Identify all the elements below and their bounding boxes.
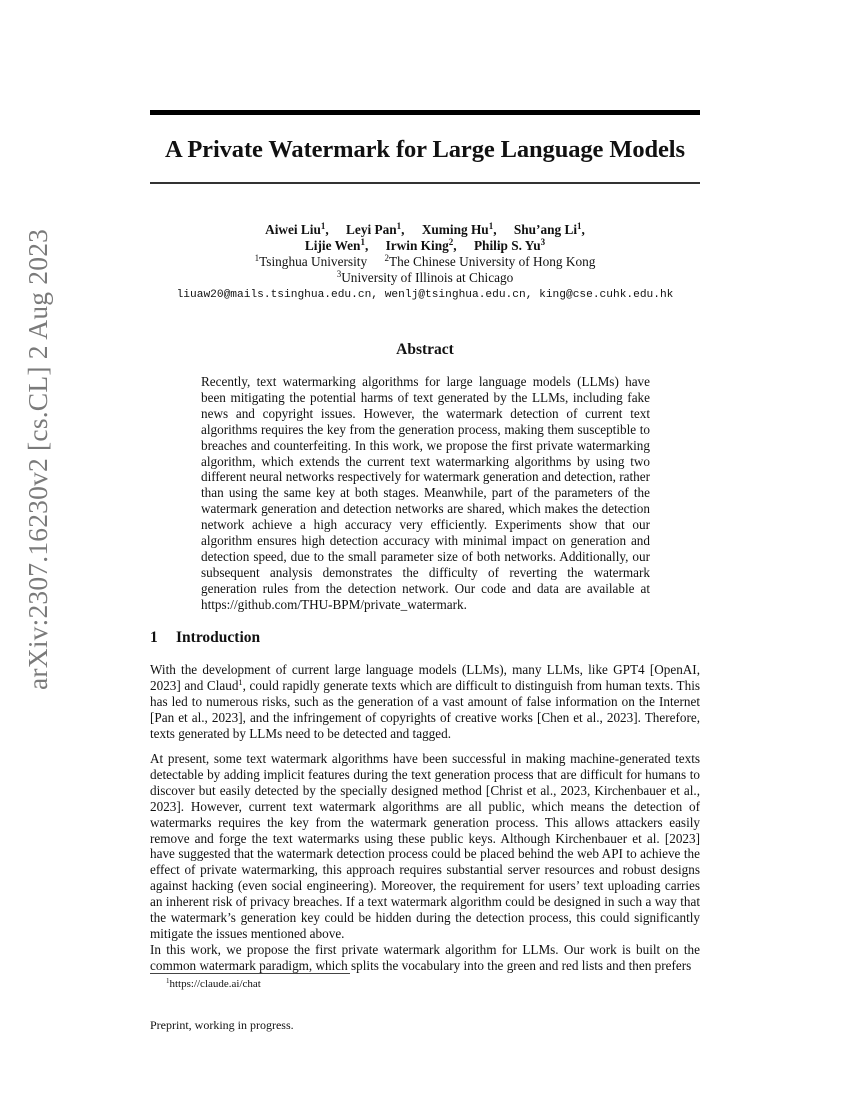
footnote: $^1$https://claude.ai/chat bbox=[166, 977, 261, 990]
affiliation-row-2 bbox=[150, 270, 700, 286]
author-name: Philip S. Yu$^3$ bbox=[473, 237, 546, 253]
preprint-notice: Preprint, working in progress. bbox=[150, 1018, 294, 1032]
author-name: Xuming Hu$^1$, bbox=[421, 221, 497, 237]
footnote-link[interactable]: https://claude.ai/chat bbox=[169, 978, 261, 990]
affiliation: $^3$University of Illinois at Chicago bbox=[336, 269, 514, 285]
section-heading-introduction bbox=[150, 629, 260, 647]
author-name: Leyi Pan$^1$, bbox=[346, 221, 405, 237]
affiliation: $^2$The Chinese University of Hong Kong bbox=[384, 253, 596, 269]
intro-paragraph-2: At present, some text watermark algorithms have been successful in making machine-generated texts detectable by adding implicit features during the text generation process that are difficult for humans to discover but easily detected by the specially designed method [Christ et al., 2023, Kirchenbauer et al., 2023]. However, current text watermark algorithms are all public, which means the detection of watermarks requires the key from the watermark generation process. This allows attackers easily remove and forge the text watermarks using these public keys. Although Kirchenbauer et al. [2023] have suggested that the watermark detection process could be placed behind the web API to achieve the effect of private watermarking, this approach requires substantial server resources and robust designs against hacking (even social engineering). Moreover, the requirement for users’ text uploading carries an inherent risk of privacy breaches. If a text watermark algorithm could be designed in such a way that the watermark’s generation key could be hidden during the detection process, this could significantly mitigate the issues mentioned above. bbox=[150, 751, 700, 941]
footnote-marker[interactable]: 1 bbox=[238, 676, 243, 687]
author-name: Aiwei Liu$^1$, bbox=[265, 221, 329, 237]
author-name: Lijie Wen$^1$, bbox=[304, 237, 369, 253]
affiliation: $^1$Tsinghua University bbox=[254, 253, 368, 269]
paper-title: A Private Watermark for Large Language Models bbox=[165, 136, 685, 163]
footnote-divider bbox=[150, 973, 350, 974]
affiliation-row-1 bbox=[150, 254, 700, 270]
author-row-1 bbox=[150, 222, 700, 238]
intro-paragraph-1: With the development of current large language models (LLMs), many LLMs, like GPT4 [OpenAI, 2023] and Claud$^1$, could rapidly generate texts which are difficult to distinguish from human texts. This has led to numerous risks, such as the generation of a vast amount of false information on the Internet [Pan et al., 2023], and the infringement of copyrights of creative works [Chen et al., 2023]. Therefore, texts generated by LLMs need to be detected and tagged. bbox=[150, 662, 700, 741]
title-bottom-rule bbox=[150, 182, 700, 184]
title-top-rule bbox=[150, 110, 700, 115]
abstract-body: Recently, text watermarking algorithms for large language models (LLMs) have been mitigating the potential harms of text generated by the LLMs, including fake news and copyright issues. However, the watermark detection of current text algorithms requires the key from the generation process, making them susceptible to breaches and counterfeiting. In this work, we propose the first private watermarking algorithm, which extends the current text watermarking algorithms by using two different neural networks respectively for watermark generation and detection, rather than using the same key at both stages. Meanwhile, part of the parameters of the watermark generation and detection networks are shared, which makes the detection network achieve a high accuracy very efficiently. Experiments show that our algorithm ensures high detection accuracy with minimal impact on generation and detection speed, due to the small parameter size of both networks. Additionally, our subsequent analysis demonstrates the difficulty of reverting the watermark generation rules from the detection network. Our code and data are available at https://github.com/THU-BPM/private_watermark. bbox=[201, 374, 650, 612]
section-number: 1 bbox=[150, 629, 158, 646]
section-title: Introduction bbox=[176, 629, 261, 646]
abstract-heading: Abstract bbox=[396, 341, 454, 358]
author-name: Irwin King$^2$, bbox=[385, 237, 457, 253]
author-block bbox=[150, 222, 700, 303]
author-row-2 bbox=[150, 238, 700, 254]
author-emails: liuaw20@mails.tsinghua.edu.cn, wenlj@tsinghua.edu.cn, king@cse.cuhk.edu.hk bbox=[176, 289, 674, 301]
intro-paragraph-3: In this work, we propose the first private watermark algorithm for LLMs. Our work is built on the common watermark paradigm, which splits the vocabulary into the green and red lists and then prefers bbox=[150, 942, 700, 973]
author-name: Shu’ang Li$^1$, bbox=[513, 221, 585, 237]
arxiv-identifier-stamp: arXiv:2307.16230v2 [cs.CL] 2 Aug 2023 bbox=[22, 228, 53, 690]
